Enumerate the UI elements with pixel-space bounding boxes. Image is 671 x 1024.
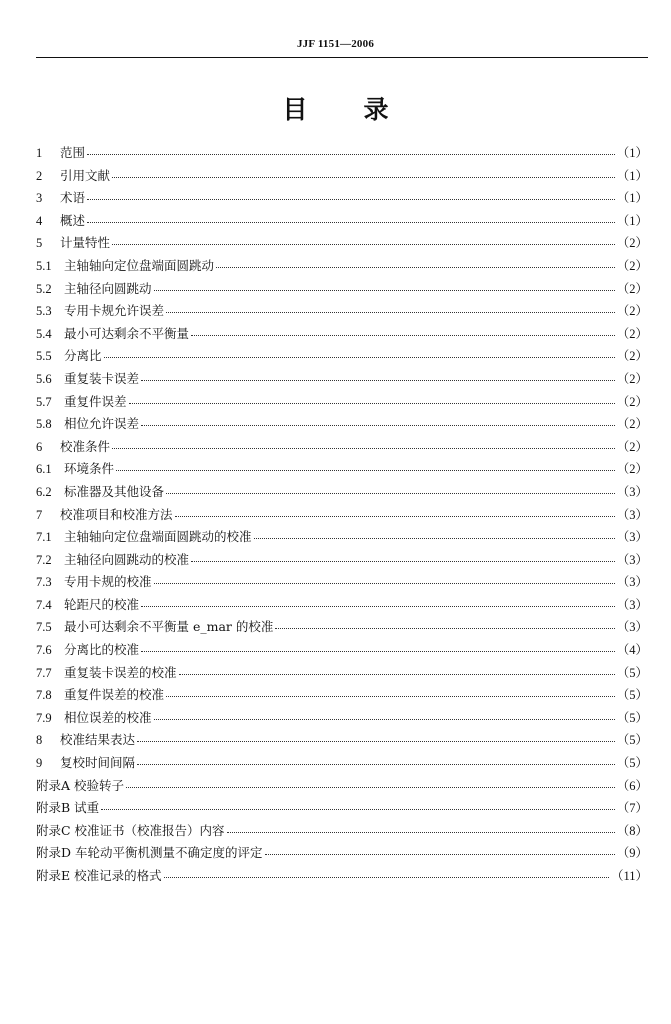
toc-dot-leader (104, 348, 615, 360)
toc-entry-page: （5） (616, 733, 648, 748)
toc-entry-page: （3） (616, 597, 648, 612)
toc-entry (36, 595, 648, 618)
toc-entry-number: 7.5 (36, 620, 52, 635)
toc-dot-leader (112, 439, 615, 451)
toc-entry-page: （5） (616, 665, 648, 680)
toc-entry-number: 7.9 (36, 710, 52, 725)
toc-entry-number: 1 (36, 146, 43, 160)
toc-entry-label: 附录E 校准记录的格式 (36, 868, 162, 883)
toc-entry-label: 术语 (60, 190, 86, 206)
title-char-2: 录 (363, 95, 389, 124)
toc-entry (36, 527, 648, 550)
toc-entry-label: 主轴轴向定位盘端面圆跳动的校准 (64, 529, 252, 545)
toc-entry-number: 5.6 (36, 371, 52, 386)
toc-entry (36, 233, 648, 256)
toc-entry-label: 计量特性 (60, 235, 111, 251)
toc-entry (36, 301, 648, 324)
toc-dot-leader (141, 597, 615, 609)
toc-entry-label: 引用文献 (60, 167, 111, 183)
toc-dot-leader (116, 461, 615, 473)
page-title (0, 90, 671, 126)
toc-dot-leader (179, 665, 615, 677)
toc-entry-label: 专用卡规允许误差 (64, 303, 165, 319)
toc-entry (36, 166, 648, 189)
toc-entry (36, 459, 648, 482)
toc-entry-number: 7.4 (36, 597, 52, 612)
toc-entry-label: 复校时间间隔 (60, 755, 136, 771)
toc-entry-number: 7.7 (36, 665, 52, 680)
toc-dot-leader (154, 574, 615, 586)
toc-entry-label: 专用卡规的校准 (64, 574, 152, 590)
toc-entry (36, 730, 648, 753)
toc-entry (36, 685, 648, 708)
toc-dot-leader (154, 710, 615, 722)
toc-entry-label: 主轴径向圆跳动的校准 (64, 551, 190, 567)
toc-dot-leader (141, 416, 615, 428)
title-char-1: 目 (282, 95, 308, 124)
toc-entry-label: 校准条件 (60, 438, 111, 454)
toc-entry-page: （3） (616, 484, 648, 499)
toc-dot-leader (129, 394, 615, 406)
toc-dot-leader (112, 235, 615, 247)
toc-entry (36, 392, 648, 415)
toc-entry-label: 环境条件 (64, 461, 115, 477)
toc-entry-number: 5.4 (36, 326, 52, 341)
toc-dot-leader (175, 507, 615, 519)
header-rule (36, 57, 648, 58)
toc-dot-leader (154, 281, 615, 293)
toc-entry-page: （3） (616, 575, 648, 590)
toc-entry (36, 550, 648, 573)
toc-entry-number: 7 (36, 507, 43, 522)
toc-entry-page: （2） (616, 304, 648, 319)
toc-entry-page: （1） (616, 191, 648, 206)
toc-dot-leader (227, 823, 615, 835)
toc-entry-page: （5） (616, 756, 648, 771)
toc-entry-number: 7.2 (36, 552, 52, 567)
toc-entry-page: （8） (616, 823, 648, 838)
toc-entry-number: 5.5 (36, 349, 52, 364)
toc-entry-label: 分离比的校准 (64, 642, 140, 658)
toc-entry-page: （2） (616, 439, 648, 454)
toc-entry-page: （4） (616, 643, 648, 658)
toc-entry-label: 最小可达剩余不平衡量 (64, 325, 190, 341)
toc-dot-leader (126, 778, 615, 790)
toc-dot-leader (166, 687, 615, 699)
toc-dot-leader (87, 190, 615, 202)
toc-entry (36, 798, 648, 821)
toc-entry (36, 821, 648, 844)
toc-entry (36, 324, 648, 347)
toc-entry-label: 主轴径向圆跳动 (64, 280, 152, 296)
toc-dot-leader (275, 619, 614, 631)
toc-dot-leader (216, 258, 615, 270)
toc-dot-leader (265, 845, 615, 857)
table-of-contents (36, 143, 648, 889)
toc-entry-number: 5 (36, 236, 43, 251)
toc-dot-leader (101, 800, 615, 812)
toc-entry (36, 188, 648, 211)
toc-entry-page: （2） (616, 349, 648, 364)
toc-entry-number: 8 (36, 733, 43, 748)
toc-entry-number: 5.8 (36, 417, 52, 432)
toc-entry-label: 重复装卡误差的校准 (64, 664, 177, 680)
toc-entry-page: （3） (616, 530, 648, 545)
toc-entry (36, 143, 648, 166)
toc-dot-leader (191, 326, 615, 338)
toc-dot-leader (254, 529, 615, 541)
toc-entry-page: （2） (616, 258, 648, 273)
toc-entry-number: 4 (36, 213, 43, 228)
toc-entry-number: 5.7 (36, 394, 52, 409)
toc-entry-label: 重复装卡误差 (64, 370, 140, 386)
toc-entry-page: （9） (616, 846, 648, 861)
toc-entry-page: （1） (616, 168, 648, 183)
toc-entry-page: （2） (616, 236, 648, 251)
toc-dot-leader (164, 868, 609, 880)
toc-entry-number: 3 (36, 191, 43, 206)
toc-entry-label: 校准结果表达 (60, 732, 136, 748)
toc-entry-page: （3） (616, 620, 648, 635)
toc-entry (36, 346, 648, 369)
toc-entry-page: （2） (616, 371, 648, 386)
toc-dot-leader (191, 552, 615, 564)
toc-entry-page: （2） (616, 281, 648, 296)
toc-dot-leader (137, 755, 615, 767)
toc-entry (36, 482, 648, 505)
toc-entry-number: 7.8 (36, 688, 52, 703)
toc-dot-leader (137, 732, 615, 744)
toc-entry (36, 369, 648, 392)
toc-entry (36, 211, 648, 234)
toc-entry (36, 663, 648, 686)
toc-entry (36, 617, 648, 640)
toc-dot-leader (87, 145, 615, 157)
toc-entry-label: 概述 (60, 212, 86, 228)
toc-entry-label: 相位允许误差 (64, 416, 140, 432)
toc-entry-number: 5.2 (36, 281, 52, 296)
toc-entry (36, 572, 648, 595)
toc-entry-page: （7） (616, 801, 648, 816)
toc-entry-page: （2） (616, 417, 648, 432)
toc-entry-number: 5.3 (36, 304, 52, 319)
toc-entry (36, 753, 648, 776)
toc-entry-page: （5） (616, 710, 648, 725)
toc-entry (36, 640, 648, 663)
toc-dot-leader (166, 303, 615, 315)
toc-entry-number: 5.1 (36, 258, 52, 273)
toc-entry-label: 主轴轴向定位盘端面圆跳动 (64, 257, 215, 273)
toc-entry-page: （3） (616, 552, 648, 567)
toc-entry-number: 7.3 (36, 575, 52, 590)
toc-entry-label: 重复件误差的校准 (64, 687, 165, 703)
toc-entry-number: 7.1 (36, 530, 52, 545)
toc-entry-page: （1） (616, 213, 648, 228)
toc-entry (36, 279, 648, 302)
toc-entry-page: （2） (616, 326, 648, 341)
toc-entry-label: 范围 (60, 145, 86, 160)
toc-entry-number: 6.1 (36, 462, 52, 477)
toc-entry-label: 附录C 校准证书（校准报告）内容 (36, 822, 225, 838)
toc-entry-label: 附录A 校验转子 (36, 777, 125, 793)
toc-entry (36, 866, 648, 889)
toc-entry-page: （6） (616, 778, 648, 793)
toc-entry-number: 9 (36, 756, 43, 771)
toc-dot-leader (166, 484, 615, 496)
toc-entry-page: （2） (616, 462, 648, 477)
toc-dot-leader (141, 371, 615, 383)
toc-dot-leader (87, 213, 615, 225)
toc-entry-label: 轮距尺的校准 (64, 596, 140, 612)
toc-entry-label: 最小可达剩余不平衡量 e_mar 的校准 (64, 619, 274, 635)
toc-entry (36, 776, 648, 799)
standard-code-header: JJF 1151—2006 (296, 38, 375, 50)
toc-entry-number: 6.2 (36, 484, 52, 499)
toc-entry-page: （11） (610, 869, 648, 883)
toc-dot-leader (141, 642, 615, 654)
toc-entry (36, 256, 648, 279)
toc-entry-label: 附录D 车轮动平衡机测量不确定度的评定 (36, 845, 263, 861)
toc-entry-number: 2 (36, 168, 43, 183)
toc-entry-number: 6 (36, 439, 43, 454)
toc-entry-number: 7.6 (36, 643, 52, 658)
toc-entry-label: 附录B 试重 (36, 800, 100, 816)
toc-entry-label: 校准项目和校准方法 (60, 506, 173, 522)
toc-entry (36, 437, 648, 460)
toc-entry (36, 708, 648, 731)
toc-entry-label: 相位误差的校准 (64, 709, 152, 725)
toc-entry-page: （1） (616, 146, 648, 160)
toc-entry-page: （2） (616, 394, 648, 409)
toc-entry-page: （5） (616, 688, 648, 703)
toc-entry-label: 重复件误差 (64, 393, 127, 409)
toc-entry (36, 505, 648, 528)
toc-entry-label: 分离比 (64, 348, 102, 364)
toc-entry-label: 标准器及其他设备 (64, 483, 165, 499)
toc-entry-page: （3） (616, 507, 648, 522)
toc-entry (36, 843, 648, 866)
toc-entry (36, 414, 648, 437)
toc-dot-leader (112, 168, 615, 180)
